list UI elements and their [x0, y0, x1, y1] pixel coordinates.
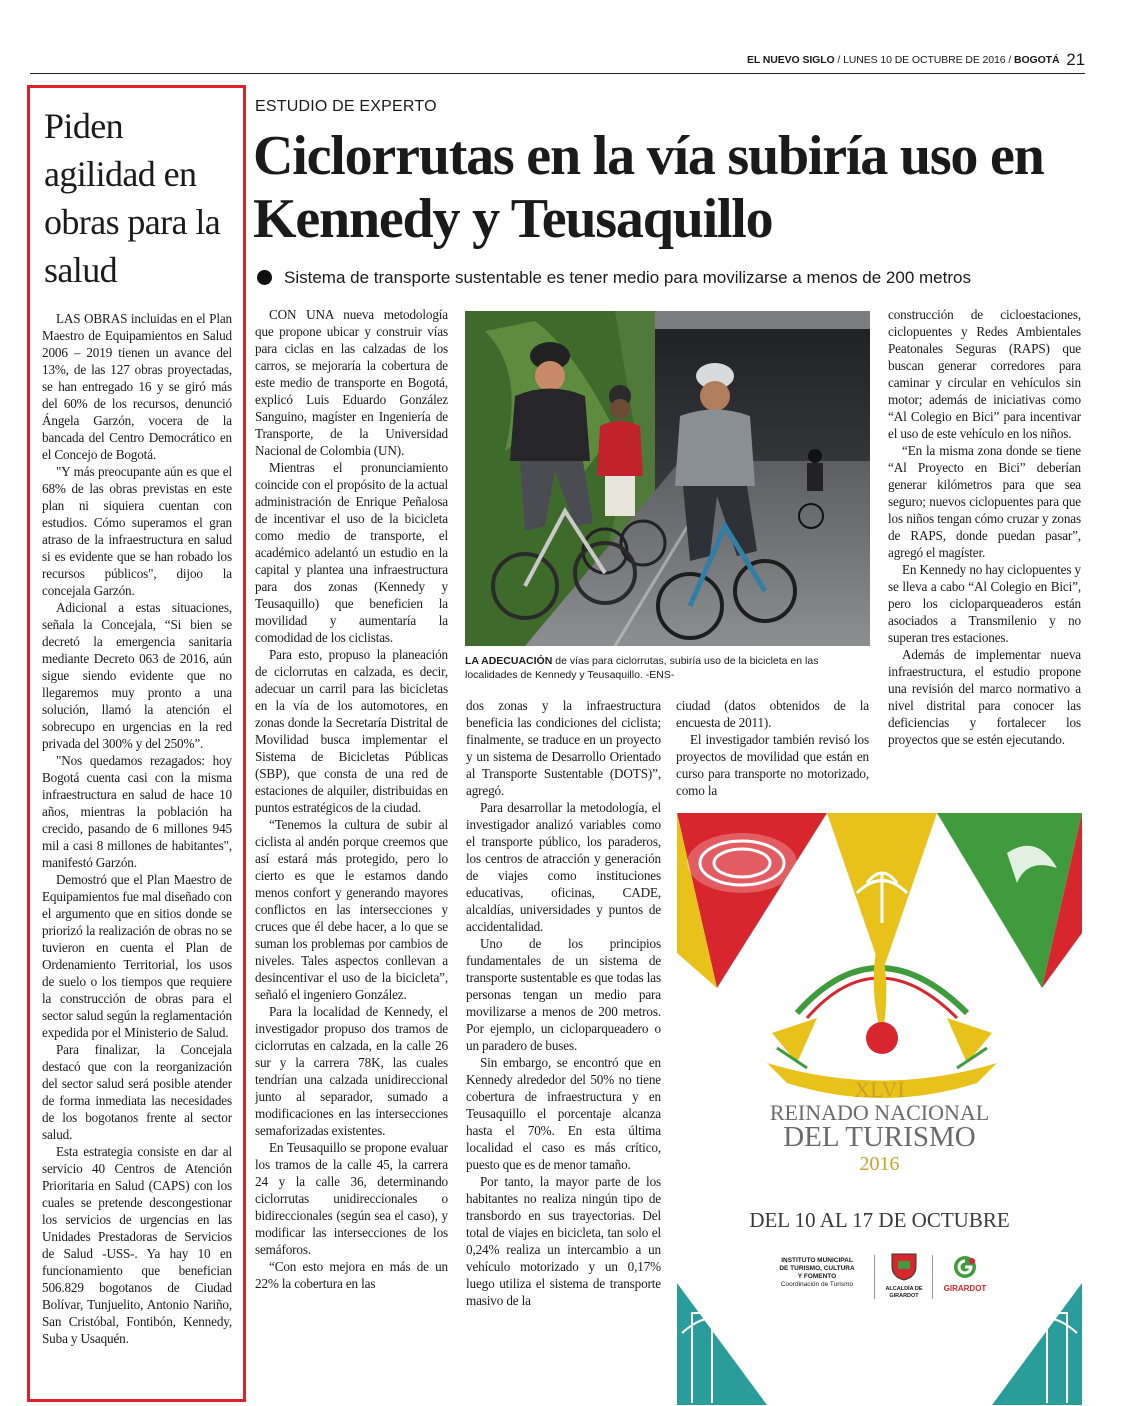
article-paragraph: “Tenemos la cultura de subir al ciclista al andén porque creemos que así estará más protegido, pero lo cierto es que le estamos dando menos confort y generando mayores conflictos en las intersecciones y cruces que él debe hacer, a lo que se suman los problemas por cambios de niveles. Tales aspectos conllevan a desincentivar el uso de la bicicleta”, señaló el ingeniero González. [255, 817, 448, 1002]
sidebar-paragraph: "Y más preocupante aún es que el 68% de las obras previstas en este plan ni siquiera cuentan con estudios. Cómo superamos el gran atraso de la infraestructura en salud si es evidente que se han robado los recursos públicos", dijoo la concejala Garzón. [42, 464, 232, 598]
section-name: BOGOTÁ [1013, 54, 1060, 66]
article-column-3 [466, 697, 661, 1404]
article-photo [465, 311, 870, 646]
article-paragraph: CON UNA nueva metodología que propone ubicar y construir vías para ciclas en las calzadas de los carros, se mejoraría la cobertura de este medio de transporte en Bogotá, explicó Luis Eduardo González Sanguino, magíster en Ingeniería de Transporte, de la Universidad Nacional de Colombia (UN). [255, 307, 448, 458]
sidebar-box [27, 85, 246, 1402]
photo-caption [465, 654, 870, 682]
logo1-line: Coordinación de Turismo [780, 1281, 854, 1288]
alcaldia-logo [879, 1251, 929, 1300]
caption-lead: LA ADECUACIÓN [465, 655, 553, 667]
page-header [30, 48, 1085, 74]
ad-logos [677, 1251, 1082, 1311]
ad-title-line2: DEL TURISMO [783, 1121, 976, 1153]
header-meta: EL NUEVO SIGLO / LUNES 10 DE OCTUBRE DE 2016 / BOGOTÁ 21 [746, 50, 1085, 69]
issue-date: LUNES 10 DE OCTUBRE DE 2016 [843, 54, 1006, 66]
cyclists-photo-image [465, 311, 870, 646]
sidebar-paragraph: "Nos quedamos rezagados: hoy Bogotá cuenta casi con la misma infraestructura en salud de hace 10 años, mientras la población ha crecido, pasando de 6 millones 945 mil a casi 8 millones de habitantes", manifestó Garzón. [42, 753, 232, 870]
article-paragraph: “Con esto mejora en más de un 22% la cobertura en las [255, 1259, 448, 1291]
sidebar-paragraph: Para finalizar, la Concejala destacó que con la reorganización del sector salud será posible atender de forma inmediata las necesidades de los bogotanos frente al sector salud. [42, 1042, 232, 1142]
article-paragraph: Por tanto, la mayor parte de los habitantes no realiza ningún tipo de transbordo en sus trayectorias. Del total de viajes en bicicleta, tan solo el 0,24% realiza un intercambio a un vehículo motorizado y un 0,17% luego utiliza el sistema de transporte masivo de la [466, 1174, 661, 1308]
article-paragraph: “En la misma zona donde se tiene “Al Proyecto en Bici” deberían generar kilómetros para que sea seguro; nuevos ciclopuentes para que los niños tengan cómo cruzar y zonas de RAPS, donde puedan pasar”, agregó el magíster. [888, 443, 1081, 560]
article-paragraph: El investigador también revisó los proyectos de movilidad que están en curso para transporte no motorizado, como la [676, 732, 869, 798]
ad-year: 2016 [859, 1153, 900, 1175]
girardot-logo [935, 1255, 995, 1293]
logo3-text: GIRARDOT [943, 1284, 987, 1293]
article-paragraph: Para desarrollar la metodología, el investigador analizó variables como el transporte público, los paraderos, los centros de atracción y generación de viajes como instituciones educativas, oficinas, CADE, alcaldías, universidades y puntos de accidentalidad. [466, 800, 661, 934]
sidebar-paragraph: Adicional a estas situaciones, señala la Concejala, “Si bien se decretó la emergencia sanitaria mediante Decreto 063 de 2016, aún sigue siendo evidente que no llegaremos muy pronto a una solución, llamó la atención el sobrecupo en urgencias en la red privada del 300% y del 250%”. [42, 600, 232, 751]
instituto-logo [767, 1257, 867, 1289]
page-number: 21 [1066, 50, 1085, 69]
coat-of-arms-icon [889, 1251, 919, 1281]
article-column-4 [676, 697, 869, 807]
article-column-5 [888, 306, 1081, 801]
logo1-line: INSTITUTO MUNICIPAL [781, 1257, 853, 1264]
caption-text: de vías para ciclorrutas, subiría uso de la bicicleta en las localidades de Kennedy y Teusaquillo. -ENS- [465, 655, 819, 681]
bullet-icon [257, 270, 272, 285]
sidebar-paragraph: Esta estrategia consiste en dar al servicio 40 Centros de Atención Prioritaria en Salud (CAPS) con los cuales se pretende descongestionar los servicios de urgencias en las Unidades Prestadoras de Servicios de Salud -USS-. Ya hay 10 en funcionamiento que benefician 506.829 bogotanos de Ciudad Bolívar, Tunjuelito, Antonio Nariño, San Cristóbal, Fontibón, Kennedy, Suba y Usaquén. [42, 1144, 232, 1346]
article-dek [257, 268, 971, 288]
article-paragraph: Mientras el pronunciamiento coincide con el propósito de la actual administración de Enrique Peñalosa de incentivar el uso de la bicicleta como medio de transporte, el académico adelantó un estudio en la capital y plantea una infraestructura para dos zonas (Kennedy y Teusaquillo) que beneficien la movilidad y aumentaría la comodidad de los ciclistas. [255, 460, 448, 645]
ad-roman-numeral: XLVI [854, 1077, 905, 1102]
article-paragraph: En Kennedy no hay ciclopuentes y se lleva a cabo “Al Colegio en Bici”, pero los cicloparqueaderos están asociados a Transmilenio y no superan tres estaciones. [888, 562, 1081, 645]
sidebar-paragraph: Demostró que el Plan Maestro de Equipamientos fue mal diseñado con el argumento que en sitios donde se priorizó la realización de obras no se tuvieron en cuenta el Plan de Ordenamiento Territorial, los usos de suelo o los tiempos que requiere la construcción de obras para el sector salud según la reglamentación expedida por el Ministerio de Salud. [42, 872, 232, 1040]
sidebar-title: Piden agilidad en obras para la salud [44, 106, 221, 290]
ad-dates: DEL 10 AL 17 DE OCTUBRE [749, 1208, 1010, 1232]
paper-name: EL NUEVO SIGLO [746, 54, 835, 66]
article-kicker: ESTUDIO DE EXPERTO [255, 98, 437, 115]
article-paragraph: En Teusaquillo se propone evaluar los tramos de la calle 45, la carrera 24 y la calle 36, determinando ciclorrutas unidireccionales o bidireccionales (según sea el caso), y modificar las intersecciones de los semáforos. [255, 1140, 448, 1257]
article-paragraph: Uno de los principios fundamentales de un sistema de transporte sustentable es que todas las personas tengan un medio para movilizarse a menos de 200 metros. Por ejemplo, un cicloparqueadero o un paradero de buses. [466, 936, 661, 1053]
article-paragraph: Sin embargo, se encontró que en Kennedy alrededor del 50% no tiene cobertura de infraestructura y en Teusaquillo el porcentaje alcanza hasta el 70%. En esta última localidad el caso es más crítico, puesto que es de menor tamaño. [466, 1055, 661, 1172]
logo1-line: Y FOMENTO [797, 1273, 837, 1280]
sidebar-paragraph: LAS OBRAS incluidas en el Plan Maestro de Equipamientos en Salud 2006 – 2019 tienen un avance del 13%, de las 127 obras proyectadas, se han entregado 16 y se giró más del 60% de los recursos, denunció Ángela Garzón, vocera de la bancada del Centro Democrático en el Concejo de Bogotá. [42, 311, 232, 462]
sidebar-body [42, 310, 232, 1347]
article-paragraph: Además de implementar nueva infraestructura, el estudio propone una revisión del marco normativo a nivel distrital para conocer las deficiencias y fortalecer los proyectos que se estén ejecutando. [888, 647, 1081, 747]
divider [874, 1255, 875, 1299]
tourism-advertisement [677, 813, 1082, 1405]
logo1-line: DE TURISMO, CULTURA [779, 1265, 855, 1272]
article-paragraph: Para esto, propuso la planeación de ciclorrutas en calzada, es decir, adecuar un carril para las bicicletas en la vía de los automotores, en zonas donde la Secretaría Distrital de Movilidad busca implementar el Sistema de Bicicletas Públicas (SBP), que consta de una red de estaciones de alquiler, distribuidas en puntos estratégicos de la ciudad. [255, 647, 448, 815]
girardot-g-icon [952, 1255, 978, 1279]
dek-text: Sistema de transporte sustentable es tener medio para movilizarse a menos de 200 metros [284, 268, 971, 287]
divider [932, 1255, 933, 1299]
article-column-1 [255, 306, 448, 1404]
article-paragraph: construcción de cicloestaciones, ciclopuentes y Redes Ambientales Peatonales Seguras (RAPS) que buscan generar corredores para caminar y circular en vehículos sin motor; además de iniciativas como “Al Colegio en Bici” para incentivar el uso de este vehículo en los niños. [888, 307, 1081, 441]
article-paragraph: dos zonas y la infraestructura beneficia las condiciones del ciclista; finalmente, se traduce en un proyecto y un sistema de Desarrollo Orientado al Transporte Sustentable (DOTS)”, agregó. [466, 698, 661, 798]
logo2-text: ALCALDÍA DE GIRARDOT [885, 1286, 923, 1299]
article-headline: Ciclorrutas en la vía subiría uso en Kennedy y Teusaquillo [253, 125, 1044, 250]
article-paragraph: Para la localidad de Kennedy, el investigador propuso dos tramos de ciclorrutas en calzada, en la calle 26 sur y la carrera 78K, las cuales tendrían una calzada unidireccional junto al separador, sumado a modificaciones en las intersecciones semaforizadas existentes. [255, 1004, 448, 1138]
article-paragraph: ciudad (datos obtenidos de la encuesta de 2011). [676, 698, 869, 730]
ad-title-line1: REINADO NACIONAL [769, 1100, 990, 1125]
